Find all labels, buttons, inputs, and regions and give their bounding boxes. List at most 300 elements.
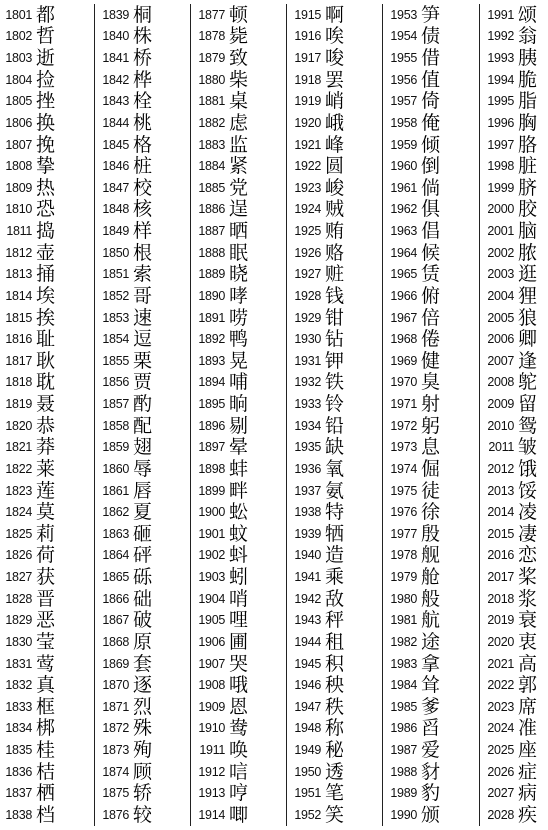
list-item xyxy=(383,285,479,307)
entry-character: 凌 xyxy=(518,501,538,524)
entry-character: 恭 xyxy=(36,414,56,437)
list-item xyxy=(480,437,546,459)
entry-character: 钻 xyxy=(325,328,345,351)
entry-number: 1837 xyxy=(5,786,32,801)
list-item xyxy=(191,155,286,177)
list-item xyxy=(2,199,94,221)
list-item xyxy=(287,761,382,783)
entry-number: 1951 xyxy=(294,786,321,801)
entry-character: 徐 xyxy=(421,501,441,524)
entry-number: 1946 xyxy=(294,678,321,693)
entry-character: 笋 xyxy=(421,3,441,26)
entry-number: 2005 xyxy=(487,310,514,325)
list-item xyxy=(191,307,286,329)
entry-number: 1958 xyxy=(390,115,417,130)
entry-number: 1907 xyxy=(198,656,225,671)
table-column xyxy=(382,4,479,826)
list-item xyxy=(95,69,190,91)
entry-number: 1865 xyxy=(102,570,129,585)
entry-number: 1866 xyxy=(102,591,129,606)
entry-character: 席 xyxy=(518,695,538,718)
entry-number: 1887 xyxy=(198,224,225,239)
entry-number: 1944 xyxy=(294,634,321,649)
list-item xyxy=(95,220,190,242)
entry-character: 般 xyxy=(421,587,441,610)
entry-character: 致 xyxy=(229,47,249,70)
list-item xyxy=(287,523,382,545)
entry-number: 1921 xyxy=(294,137,321,152)
list-item xyxy=(480,718,546,740)
list-item xyxy=(383,69,479,91)
list-item xyxy=(287,674,382,696)
entry-character: 疾 xyxy=(518,803,538,826)
entry-character: 峰 xyxy=(325,133,345,156)
entry-character: 速 xyxy=(133,306,153,329)
list-item xyxy=(287,26,382,48)
entry-number: 1999 xyxy=(487,180,514,195)
list-item xyxy=(2,610,94,632)
list-item xyxy=(480,242,546,264)
entry-character: 桂 xyxy=(36,739,56,762)
entry-number: 1995 xyxy=(487,94,514,109)
entry-number: 1816 xyxy=(5,332,32,347)
list-item xyxy=(480,285,546,307)
list-item xyxy=(95,112,190,134)
table-column xyxy=(2,4,94,826)
entry-character: 殉 xyxy=(133,739,153,762)
entry-number: 1933 xyxy=(294,397,321,412)
entry-number: 1881 xyxy=(198,94,225,109)
entry-number: 1896 xyxy=(198,418,225,433)
entry-number: 1878 xyxy=(198,29,225,44)
entry-number: 2013 xyxy=(487,483,514,498)
list-item xyxy=(191,674,286,696)
entry-number: 1942 xyxy=(294,591,321,606)
entry-character: 哺 xyxy=(229,371,249,394)
entry-number: 1935 xyxy=(294,440,321,455)
entry-number: 1836 xyxy=(5,764,32,779)
entry-character: 逞 xyxy=(229,198,249,221)
entry-number: 1862 xyxy=(102,505,129,520)
list-item xyxy=(191,26,286,48)
entry-character: 恶 xyxy=(36,609,56,632)
entry-character: 秘 xyxy=(325,739,345,762)
entry-number: 2024 xyxy=(487,721,514,736)
list-item xyxy=(2,415,94,437)
list-item xyxy=(2,112,94,134)
entry-number: 1978 xyxy=(390,548,417,563)
list-item xyxy=(95,653,190,675)
entry-number: 1891 xyxy=(198,310,225,325)
entry-number: 1922 xyxy=(294,159,321,174)
entry-character: 晒 xyxy=(229,220,249,243)
entry-character: 胰 xyxy=(518,47,538,70)
entry-number: 1990 xyxy=(390,807,417,822)
entry-number: 1821 xyxy=(5,440,32,455)
entry-number: 1831 xyxy=(5,656,32,671)
entry-number: 1967 xyxy=(390,310,417,325)
entry-character: 党 xyxy=(229,176,249,199)
entry-character: 莉 xyxy=(36,522,56,545)
list-item xyxy=(287,220,382,242)
list-item xyxy=(287,458,382,480)
entry-character: 捅 xyxy=(36,263,56,286)
entry-character: 爱 xyxy=(421,739,441,762)
entry-character: 座 xyxy=(518,739,538,762)
entry-character: 敌 xyxy=(325,587,345,610)
list-item xyxy=(480,220,546,242)
entry-number: 2025 xyxy=(487,743,514,758)
list-item xyxy=(191,458,286,480)
list-item xyxy=(480,783,546,805)
entry-number: 1897 xyxy=(198,440,225,455)
entry-number: 2000 xyxy=(487,202,514,217)
entry-character: 脓 xyxy=(518,241,538,264)
entry-character: 较 xyxy=(133,803,153,826)
list-item xyxy=(287,545,382,567)
entry-number: 1905 xyxy=(198,613,225,628)
entry-number: 2022 xyxy=(487,678,514,693)
entry-number: 1893 xyxy=(198,353,225,368)
entry-character: 晕 xyxy=(229,436,249,459)
entry-character: 爹 xyxy=(421,695,441,718)
list-item xyxy=(2,480,94,502)
entry-character: 哭 xyxy=(229,652,249,675)
list-item xyxy=(287,285,382,307)
entry-character: 获 xyxy=(36,566,56,589)
list-item xyxy=(287,112,382,134)
entry-character: 造 xyxy=(325,544,345,567)
entry-character: 牺 xyxy=(325,522,345,545)
entry-number: 1994 xyxy=(487,72,514,87)
entry-number: 1913 xyxy=(198,786,225,801)
list-item xyxy=(2,350,94,372)
entry-character: 俱 xyxy=(421,198,441,221)
entry-number: 1883 xyxy=(198,137,225,152)
entry-character: 耸 xyxy=(421,674,441,697)
entry-number: 1899 xyxy=(198,483,225,498)
entry-number: 1875 xyxy=(102,786,129,801)
list-item xyxy=(191,653,286,675)
list-item xyxy=(383,26,479,48)
entry-number: 1861 xyxy=(102,483,129,498)
list-item xyxy=(480,631,546,653)
entry-character: 哦 xyxy=(229,674,249,697)
entry-character: 赃 xyxy=(325,263,345,286)
entry-number: 1803 xyxy=(5,51,32,66)
entry-number: 1872 xyxy=(102,721,129,736)
entry-character: 饿 xyxy=(518,457,538,480)
table-column xyxy=(190,4,286,826)
list-item xyxy=(383,588,479,610)
entry-character: 秧 xyxy=(325,674,345,697)
entry-character: 衷 xyxy=(518,630,538,653)
entry-number: 1949 xyxy=(294,743,321,758)
entry-character: 唠 xyxy=(229,306,249,329)
entry-number: 1953 xyxy=(390,7,417,22)
list-item xyxy=(480,134,546,156)
list-item xyxy=(2,91,94,113)
list-item xyxy=(2,501,94,523)
list-item xyxy=(191,4,286,26)
entry-character: 俺 xyxy=(421,111,441,134)
entry-character: 逐 xyxy=(133,674,153,697)
entry-number: 1811 xyxy=(6,224,32,239)
entry-character: 轿 xyxy=(133,782,153,805)
entry-character: 夏 xyxy=(133,501,153,524)
entry-number: 1844 xyxy=(102,115,129,130)
entry-number: 1977 xyxy=(390,526,417,541)
list-item xyxy=(191,372,286,394)
entry-number: 1998 xyxy=(487,159,514,174)
entry-number: 1941 xyxy=(294,570,321,585)
entry-number: 1855 xyxy=(102,353,129,368)
entry-character: 氨 xyxy=(325,479,345,502)
entry-character: 倡 xyxy=(421,220,441,243)
entry-number: 1863 xyxy=(102,526,129,541)
entry-number: 1857 xyxy=(102,397,129,412)
list-item xyxy=(383,761,479,783)
list-item xyxy=(95,458,190,480)
list-item xyxy=(287,393,382,415)
entry-character: 壶 xyxy=(36,241,56,264)
entry-number: 1838 xyxy=(5,807,32,822)
entry-number: 2023 xyxy=(487,699,514,714)
entry-character: 逢 xyxy=(518,349,538,372)
entry-number: 2027 xyxy=(487,786,514,801)
list-item xyxy=(95,350,190,372)
entry-number: 1889 xyxy=(198,267,225,282)
entry-character: 倚 xyxy=(421,90,441,113)
entry-number: 1936 xyxy=(294,461,321,476)
list-item xyxy=(480,112,546,134)
list-item xyxy=(287,242,382,264)
list-item xyxy=(95,674,190,696)
list-item xyxy=(191,610,286,632)
table-column xyxy=(479,4,546,826)
entry-number: 1926 xyxy=(294,245,321,260)
character-table xyxy=(2,4,546,826)
list-item xyxy=(2,566,94,588)
entry-character: 卿 xyxy=(518,328,538,351)
entry-character: 蚊 xyxy=(229,522,249,545)
entry-number: 1965 xyxy=(390,267,417,282)
entry-number: 1963 xyxy=(390,224,417,239)
list-item xyxy=(287,69,382,91)
entry-character: 峭 xyxy=(325,90,345,113)
list-item xyxy=(2,545,94,567)
entry-number: 1925 xyxy=(294,224,321,239)
entry-number: 1812 xyxy=(5,245,32,260)
entry-number: 1810 xyxy=(5,202,32,217)
entry-character: 桨 xyxy=(518,566,538,589)
entry-character: 唁 xyxy=(229,760,249,783)
list-item xyxy=(2,47,94,69)
entry-character: 破 xyxy=(133,609,153,632)
entry-number: 1840 xyxy=(102,29,129,44)
list-item xyxy=(95,26,190,48)
entry-character: 豹 xyxy=(421,782,441,805)
entry-number: 2002 xyxy=(487,245,514,260)
entry-number: 1955 xyxy=(390,51,417,66)
list-item xyxy=(95,91,190,113)
entry-number: 1807 xyxy=(5,137,32,152)
entry-character: 躬 xyxy=(421,414,441,437)
entry-character: 铅 xyxy=(325,414,345,437)
entry-number: 1910 xyxy=(198,721,225,736)
entry-number: 1980 xyxy=(390,591,417,606)
list-item xyxy=(287,177,382,199)
list-item xyxy=(287,696,382,718)
entry-number: 1895 xyxy=(198,397,225,412)
list-item xyxy=(383,134,479,156)
entry-number: 1962 xyxy=(390,202,417,217)
entry-number: 1842 xyxy=(102,72,129,87)
list-item xyxy=(2,264,94,286)
entry-number: 1979 xyxy=(390,570,417,585)
entry-character: 鸳 xyxy=(518,414,538,437)
entry-number: 1868 xyxy=(102,634,129,649)
list-item xyxy=(2,437,94,459)
list-item xyxy=(95,307,190,329)
entry-number: 1976 xyxy=(390,505,417,520)
entry-character: 胳 xyxy=(518,133,538,156)
entry-number: 1932 xyxy=(294,375,321,390)
entry-number: 1970 xyxy=(390,375,417,390)
entry-number: 1987 xyxy=(390,743,417,758)
list-item xyxy=(480,4,546,26)
list-item xyxy=(191,220,286,242)
entry-number: 1997 xyxy=(487,137,514,152)
entry-character: 准 xyxy=(518,717,538,740)
entry-number: 1871 xyxy=(102,699,129,714)
entry-character: 钳 xyxy=(325,306,345,329)
entry-number: 1923 xyxy=(294,180,321,195)
entry-character: 栓 xyxy=(133,90,153,113)
entry-number: 2010 xyxy=(487,418,514,433)
entry-character: 荷 xyxy=(36,544,56,567)
list-item xyxy=(95,177,190,199)
entry-character: 缺 xyxy=(325,436,345,459)
list-item xyxy=(480,545,546,567)
entry-character: 栖 xyxy=(36,782,56,805)
entry-number: 1818 xyxy=(5,375,32,390)
list-item xyxy=(95,480,190,502)
list-item xyxy=(287,588,382,610)
entry-number: 1961 xyxy=(390,180,417,195)
entry-character: 埃 xyxy=(36,284,56,307)
list-item xyxy=(480,588,546,610)
entry-character: 桃 xyxy=(133,111,153,134)
entry-number: 1917 xyxy=(294,51,321,66)
list-item xyxy=(287,718,382,740)
entry-number: 1937 xyxy=(294,483,321,498)
entry-character: 逗 xyxy=(133,328,153,351)
list-item xyxy=(95,134,190,156)
list-item xyxy=(480,155,546,177)
list-item xyxy=(480,264,546,286)
entry-number: 2015 xyxy=(487,526,514,541)
list-item xyxy=(95,718,190,740)
list-item xyxy=(480,372,546,394)
entry-character: 舱 xyxy=(421,566,441,589)
entry-character: 鸭 xyxy=(229,328,249,351)
entry-character: 框 xyxy=(36,695,56,718)
entry-character: 胸 xyxy=(518,111,538,134)
entry-character: 脑 xyxy=(518,220,538,243)
list-item xyxy=(191,480,286,502)
entry-character: 舀 xyxy=(421,717,441,740)
entry-number: 1825 xyxy=(5,526,32,541)
list-item xyxy=(383,220,479,242)
entry-character: 唆 xyxy=(325,47,345,70)
entry-number: 1911 xyxy=(199,743,225,758)
entry-number: 1989 xyxy=(390,786,417,801)
list-item xyxy=(287,199,382,221)
entry-character: 顾 xyxy=(133,760,153,783)
list-item xyxy=(287,783,382,805)
list-item xyxy=(480,566,546,588)
entry-number: 2006 xyxy=(487,332,514,347)
entry-character: 脐 xyxy=(518,176,538,199)
entry-character: 翅 xyxy=(133,436,153,459)
entry-number: 1929 xyxy=(294,310,321,325)
entry-character: 秩 xyxy=(325,695,345,718)
entry-character: 氧 xyxy=(325,457,345,480)
entry-character: 晌 xyxy=(229,393,249,416)
list-item xyxy=(287,91,382,113)
entry-character: 莫 xyxy=(36,501,56,524)
list-item xyxy=(383,307,479,329)
list-item xyxy=(287,610,382,632)
entry-character: 浆 xyxy=(518,587,538,610)
entry-character: 砸 xyxy=(133,522,153,545)
entry-number: 1835 xyxy=(5,743,32,758)
list-item xyxy=(287,653,382,675)
list-item xyxy=(95,4,190,26)
entry-character: 铃 xyxy=(325,393,345,416)
entry-number: 1991 xyxy=(487,7,514,22)
list-item xyxy=(191,350,286,372)
entry-character: 蚪 xyxy=(229,544,249,567)
entry-number: 1993 xyxy=(487,51,514,66)
entry-number: 2017 xyxy=(487,570,514,585)
entry-number: 1847 xyxy=(102,180,129,195)
entry-number: 1829 xyxy=(5,613,32,628)
table-column xyxy=(286,4,382,826)
entry-character: 聂 xyxy=(36,393,56,416)
entry-number: 1924 xyxy=(294,202,321,217)
list-item xyxy=(2,393,94,415)
entry-number: 1966 xyxy=(390,288,417,303)
entry-number: 1828 xyxy=(5,591,32,606)
entry-character: 桥 xyxy=(133,47,153,70)
entry-character: 笔 xyxy=(325,782,345,805)
entry-character: 顿 xyxy=(229,3,249,26)
entry-character: 梆 xyxy=(36,717,56,740)
entry-number: 1983 xyxy=(390,656,417,671)
entry-character: 俯 xyxy=(421,284,441,307)
list-item xyxy=(287,134,382,156)
entry-character: 蚓 xyxy=(229,566,249,589)
entry-number: 1874 xyxy=(102,764,129,779)
entry-character: 赁 xyxy=(421,263,441,286)
list-item xyxy=(287,415,382,437)
entry-number: 2026 xyxy=(487,764,514,779)
entry-character: 鸵 xyxy=(518,371,538,394)
list-item xyxy=(287,566,382,588)
list-item xyxy=(287,155,382,177)
